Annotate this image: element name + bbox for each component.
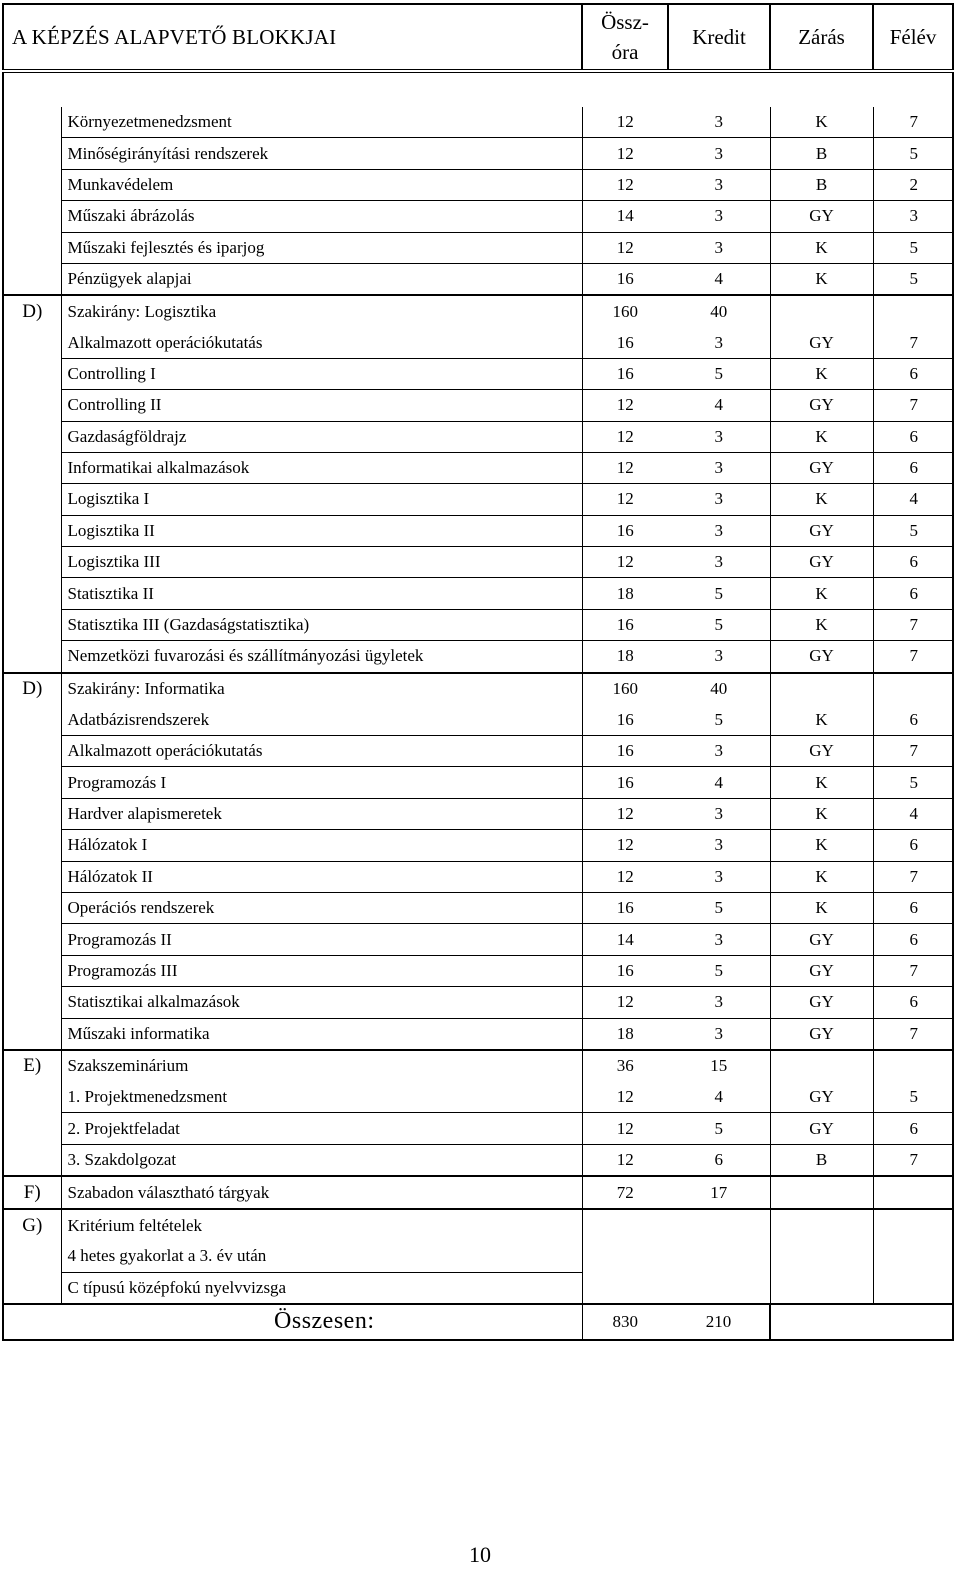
cell-zaras: K <box>770 358 873 389</box>
table-row <box>3 327 953 358</box>
cell-letter <box>3 169 61 200</box>
cell-zaras: GY <box>770 547 873 578</box>
cell-felev: 7 <box>873 641 953 673</box>
cell-name: Alkalmazott operációkutatás <box>61 736 582 767</box>
header-felev: Félév <box>873 4 953 71</box>
cell-letter <box>3 515 61 546</box>
page-number: 10 <box>469 1542 491 1567</box>
table-row <box>3 987 953 1018</box>
cell-letter: D) <box>3 295 61 327</box>
cell-kredit: 4 <box>668 390 770 421</box>
cell-felev: 5 <box>873 767 953 798</box>
table-row <box>3 263 953 295</box>
cell-name: Controlling I <box>61 358 582 389</box>
cell-kredit: 3 <box>668 515 770 546</box>
cell-felev: 7 <box>873 955 953 986</box>
cell-felev: 5 <box>873 232 953 263</box>
cell-name: Szakszeminárium <box>61 1050 582 1082</box>
cell-ora: 36 <box>582 1050 668 1082</box>
cell-zaras <box>770 1272 873 1304</box>
header-ossz-ora <box>582 4 668 71</box>
cell-zaras <box>770 1050 873 1082</box>
cell-zaras: K <box>770 484 873 515</box>
cell-kredit: 17 <box>668 1176 770 1209</box>
cell-letter <box>3 1082 61 1113</box>
curriculum-table <box>2 3 954 1341</box>
cell-kredit: 5 <box>668 358 770 389</box>
cell-felev: 6 <box>873 987 953 1018</box>
cell-ora: 16 <box>582 327 668 358</box>
cell-name: Kritérium feltételek <box>61 1209 582 1241</box>
cell-ora: 16 <box>582 955 668 986</box>
cell-ora: 12 <box>582 830 668 861</box>
cell-felev: 2 <box>873 169 953 200</box>
cell-zaras: K <box>770 609 873 640</box>
cell-ora: 72 <box>582 1176 668 1209</box>
cell-name: Programozás I <box>61 767 582 798</box>
table-row <box>3 609 953 640</box>
cell-kredit: 3 <box>668 924 770 955</box>
cell-kredit: 40 <box>668 295 770 327</box>
cell-zaras: K <box>770 107 873 138</box>
table-row <box>3 515 953 546</box>
cell-name: Hardver alapismeretek <box>61 798 582 829</box>
cell-letter <box>3 201 61 232</box>
cell-felev: 6 <box>873 830 953 861</box>
cell-kredit: 5 <box>668 705 770 736</box>
cell-zaras: K <box>770 578 873 609</box>
cell-letter <box>3 1272 61 1304</box>
cell-zaras: GY <box>770 987 873 1018</box>
cell-ora: 12 <box>582 1113 668 1144</box>
cell-kredit: 3 <box>668 169 770 200</box>
cell-zaras: GY <box>770 924 873 955</box>
cell-kredit: 3 <box>668 736 770 767</box>
header-spacer-row <box>3 71 953 107</box>
cell-letter <box>3 830 61 861</box>
cell-kredit: 3 <box>668 327 770 358</box>
cell-zaras: B <box>770 169 873 200</box>
cell-letter <box>3 987 61 1018</box>
cell-kredit: 3 <box>668 107 770 138</box>
cell-name: 2. Projektfeladat <box>61 1113 582 1144</box>
table-title: A KÉPZÉS ALAPVETŐ BLOKKJAI <box>3 4 582 71</box>
cell-kredit: 3 <box>668 138 770 169</box>
cell-ora: 12 <box>582 169 668 200</box>
cell-ora: 12 <box>582 390 668 421</box>
cell-letter <box>3 547 61 578</box>
cell-felev: 7 <box>873 390 953 421</box>
cell-kredit: 4 <box>668 767 770 798</box>
cell-felev: 6 <box>873 547 953 578</box>
cell-zaras: K <box>770 892 873 923</box>
table-row <box>3 169 953 200</box>
cell-kredit: 3 <box>668 641 770 673</box>
cell-ora: 160 <box>582 295 668 327</box>
cell-felev: 6 <box>873 924 953 955</box>
cell-zaras: K <box>770 767 873 798</box>
cell-felev: 5 <box>873 263 953 295</box>
cell-zaras: K <box>770 232 873 263</box>
cell-name: Műszaki fejlesztés és iparjog <box>61 232 582 263</box>
cell-zaras <box>770 1209 873 1241</box>
cell-name: Munkavédelem <box>61 169 582 200</box>
cell-kredit: 3 <box>668 830 770 861</box>
cell-felev: 5 <box>873 138 953 169</box>
cell-letter <box>3 705 61 736</box>
cell-name: Műszaki informatika <box>61 1018 582 1050</box>
cell-name: Statisztikai alkalmazások <box>61 987 582 1018</box>
cell-ora: 12 <box>582 452 668 483</box>
cell-ora: 16 <box>582 892 668 923</box>
cell-letter <box>3 609 61 640</box>
cell-zaras: GY <box>770 1018 873 1050</box>
cell-kredit <box>668 1241 770 1272</box>
cell-name: Operációs rendszerek <box>61 892 582 923</box>
cell-name: Környezetmenedzsment <box>61 107 582 138</box>
cell-felev <box>873 1176 953 1209</box>
cell-letter <box>3 358 61 389</box>
cell-letter <box>3 1113 61 1144</box>
cell-name: 4 hetes gyakorlat a 3. év után <box>61 1241 582 1272</box>
cell-ora: 18 <box>582 641 668 673</box>
cell-zaras <box>770 1241 873 1272</box>
cell-zaras: GY <box>770 201 873 232</box>
cell-kredit: 40 <box>668 673 770 705</box>
table-row <box>3 1018 953 1050</box>
header-ossz-ora-line2: óra <box>611 40 639 64</box>
cell-name: Nemzetközi fuvarozási és szállítmányozási ügyletek <box>61 641 582 673</box>
table-row <box>3 578 953 609</box>
cell-ora: 12 <box>582 1082 668 1113</box>
table-row <box>3 201 953 232</box>
cell-kredit: 3 <box>668 798 770 829</box>
table-row <box>3 1272 953 1304</box>
cell-kredit: 5 <box>668 1113 770 1144</box>
total-ora: 830 <box>582 1304 668 1340</box>
cell-felev: 4 <box>873 798 953 829</box>
cell-letter <box>3 924 61 955</box>
cell-name: Alkalmazott operációkutatás <box>61 327 582 358</box>
cell-name: Hálózatok II <box>61 861 582 892</box>
cell-kredit: 3 <box>668 232 770 263</box>
cell-kredit: 15 <box>668 1050 770 1082</box>
cell-name: Szakirány: Logisztika <box>61 295 582 327</box>
cell-letter: D) <box>3 673 61 705</box>
cell-letter <box>3 641 61 673</box>
cell-kredit: 6 <box>668 1144 770 1176</box>
table-row <box>3 861 953 892</box>
cell-felev: 7 <box>873 609 953 640</box>
cell-letter <box>3 327 61 358</box>
table-row <box>3 547 953 578</box>
cell-kredit: 5 <box>668 892 770 923</box>
header-zaras: Zárás <box>770 4 873 71</box>
cell-zaras: GY <box>770 736 873 767</box>
table-row <box>3 798 953 829</box>
cell-name: Logisztika II <box>61 515 582 546</box>
cell-letter <box>3 1018 61 1050</box>
cell-letter <box>3 736 61 767</box>
cell-zaras: K <box>770 798 873 829</box>
table-row <box>3 452 953 483</box>
cell-name: Gazdaságföldrajz <box>61 421 582 452</box>
cell-ora: 12 <box>582 987 668 1018</box>
cell-ora: 12 <box>582 861 668 892</box>
table-row <box>3 1144 953 1176</box>
cell-felev <box>873 295 953 327</box>
table-row <box>3 484 953 515</box>
cell-zaras <box>770 673 873 705</box>
cell-letter: G) <box>3 1209 61 1241</box>
cell-ora: 18 <box>582 1018 668 1050</box>
cell-felev: 7 <box>873 736 953 767</box>
cell-felev: 7 <box>873 327 953 358</box>
cell-kredit: 5 <box>668 609 770 640</box>
table-row <box>3 421 953 452</box>
cell-name: Logisztika III <box>61 547 582 578</box>
cell-letter <box>3 861 61 892</box>
cell-kredit: 3 <box>668 861 770 892</box>
cell-ora: 160 <box>582 673 668 705</box>
cell-ora <box>582 1241 668 1272</box>
table-row <box>3 830 953 861</box>
cell-name: 3. Szakdolgozat <box>61 1144 582 1176</box>
cell-letter <box>3 955 61 986</box>
cell-felev: 7 <box>873 861 953 892</box>
cell-felev: 5 <box>873 515 953 546</box>
cell-name: Statisztika II <box>61 578 582 609</box>
total-kredit: 210 <box>668 1304 770 1340</box>
cell-ora: 12 <box>582 138 668 169</box>
total-empty-cell <box>770 1304 873 1340</box>
cell-felev: 5 <box>873 1082 953 1113</box>
cell-felev: 6 <box>873 1113 953 1144</box>
cell-kredit <box>668 1209 770 1241</box>
cell-ora: 12 <box>582 1144 668 1176</box>
cell-letter <box>3 1241 61 1272</box>
cell-name: C típusú középfokú nyelvvizsga <box>61 1272 582 1304</box>
total-label: Összesen: <box>61 1304 582 1340</box>
cell-letter <box>3 452 61 483</box>
cell-zaras <box>770 1176 873 1209</box>
section-row <box>3 295 953 327</box>
table-row <box>3 1082 953 1113</box>
cell-felev: 6 <box>873 705 953 736</box>
cell-letter <box>3 767 61 798</box>
cell-letter <box>3 1144 61 1176</box>
cell-felev: 4 <box>873 484 953 515</box>
cell-zaras: GY <box>770 327 873 358</box>
cell-zaras: K <box>770 861 873 892</box>
cell-zaras: GY <box>770 390 873 421</box>
cell-ora: 18 <box>582 578 668 609</box>
cell-kredit: 4 <box>668 1082 770 1113</box>
table-row <box>3 641 953 673</box>
cell-felev: 6 <box>873 892 953 923</box>
cell-letter <box>3 138 61 169</box>
cell-name: Hálózatok I <box>61 830 582 861</box>
cell-zaras: GY <box>770 1082 873 1113</box>
section-row <box>3 1176 953 1209</box>
cell-letter <box>3 892 61 923</box>
table-row <box>3 1241 953 1272</box>
cell-zaras: GY <box>770 515 873 546</box>
table-row <box>3 390 953 421</box>
section-row <box>3 1209 953 1241</box>
cell-ora: 16 <box>582 705 668 736</box>
table-row <box>3 232 953 263</box>
total-empty-cell <box>873 1304 953 1340</box>
cell-zaras: GY <box>770 641 873 673</box>
cell-felev: 6 <box>873 578 953 609</box>
table-row <box>3 705 953 736</box>
cell-zaras: B <box>770 138 873 169</box>
table-row <box>3 107 953 138</box>
table-row <box>3 138 953 169</box>
section-row <box>3 1050 953 1082</box>
cell-name: Statisztika III (Gazdaságstatisztika) <box>61 609 582 640</box>
cell-kredit: 5 <box>668 955 770 986</box>
header-kredit: Kredit <box>668 4 770 71</box>
cell-felev: 3 <box>873 201 953 232</box>
cell-kredit <box>668 1272 770 1304</box>
cell-kredit: 3 <box>668 547 770 578</box>
cell-felev: 6 <box>873 358 953 389</box>
cell-felev: 6 <box>873 421 953 452</box>
total-row <box>3 1304 953 1340</box>
cell-letter <box>3 484 61 515</box>
cell-felev: 7 <box>873 1144 953 1176</box>
cell-ora <box>582 1272 668 1304</box>
table-row <box>3 736 953 767</box>
cell-letter <box>3 421 61 452</box>
cell-felev: 6 <box>873 452 953 483</box>
cell-name: Programozás III <box>61 955 582 986</box>
cell-felev <box>873 1272 953 1304</box>
cell-name: Adatbázisrendszerek <box>61 705 582 736</box>
cell-ora: 12 <box>582 421 668 452</box>
cell-felev <box>873 1209 953 1241</box>
cell-letter <box>3 798 61 829</box>
cell-name: 1. Projektmenedzsment <box>61 1082 582 1113</box>
cell-zaras: K <box>770 263 873 295</box>
cell-zaras <box>770 295 873 327</box>
cell-name: Műszaki ábrázolás <box>61 201 582 232</box>
cell-letter: E) <box>3 1050 61 1082</box>
section-row <box>3 673 953 705</box>
cell-zaras: GY <box>770 1113 873 1144</box>
cell-letter <box>3 232 61 263</box>
cell-ora: 14 <box>582 924 668 955</box>
cell-letter: F) <box>3 1176 61 1209</box>
cell-zaras: K <box>770 830 873 861</box>
cell-felev: 7 <box>873 1018 953 1050</box>
cell-letter <box>3 107 61 138</box>
cell-ora: 12 <box>582 547 668 578</box>
table-row <box>3 924 953 955</box>
cell-ora <box>582 1209 668 1241</box>
cell-zaras: K <box>770 705 873 736</box>
cell-name: Informatikai alkalmazások <box>61 452 582 483</box>
cell-name: Szabadon választható tárgyak <box>61 1176 582 1209</box>
total-empty-cell <box>3 1304 61 1340</box>
cell-name: Controlling II <box>61 390 582 421</box>
cell-letter <box>3 390 61 421</box>
cell-name: Szakirány: Informatika <box>61 673 582 705</box>
table-row <box>3 358 953 389</box>
cell-letter <box>3 578 61 609</box>
cell-name: Programozás II <box>61 924 582 955</box>
cell-ora: 14 <box>582 201 668 232</box>
cell-letter <box>3 263 61 295</box>
cell-ora: 12 <box>582 232 668 263</box>
cell-ora: 16 <box>582 767 668 798</box>
cell-felev <box>873 1050 953 1082</box>
cell-zaras: K <box>770 421 873 452</box>
cell-kredit: 3 <box>668 201 770 232</box>
table-row <box>3 767 953 798</box>
cell-zaras: GY <box>770 452 873 483</box>
cell-ora: 16 <box>582 609 668 640</box>
cell-ora: 16 <box>582 736 668 767</box>
cell-ora: 12 <box>582 798 668 829</box>
header-ossz-ora-line1: Össz- <box>601 10 649 34</box>
table-row <box>3 955 953 986</box>
table-header <box>3 4 953 71</box>
cell-zaras: B <box>770 1144 873 1176</box>
cell-ora: 16 <box>582 515 668 546</box>
cell-kredit: 5 <box>668 578 770 609</box>
cell-ora: 12 <box>582 107 668 138</box>
table-row <box>3 892 953 923</box>
cell-kredit: 3 <box>668 484 770 515</box>
cell-kredit: 3 <box>668 987 770 1018</box>
cell-felev <box>873 673 953 705</box>
cell-kredit: 3 <box>668 421 770 452</box>
table-row <box>3 1113 953 1144</box>
cell-zaras: GY <box>770 955 873 986</box>
cell-ora: 12 <box>582 484 668 515</box>
cell-ora: 16 <box>582 358 668 389</box>
cell-kredit: 3 <box>668 1018 770 1050</box>
cell-name: Minőségirányítási rendszerek <box>61 138 582 169</box>
cell-felev: 7 <box>873 107 953 138</box>
table-body <box>3 71 953 1340</box>
cell-kredit: 3 <box>668 452 770 483</box>
cell-name: Logisztika I <box>61 484 582 515</box>
cell-felev <box>873 1241 953 1272</box>
cell-ora: 16 <box>582 263 668 295</box>
cell-name: Pénzügyek alapjai <box>61 263 582 295</box>
cell-kredit: 4 <box>668 263 770 295</box>
